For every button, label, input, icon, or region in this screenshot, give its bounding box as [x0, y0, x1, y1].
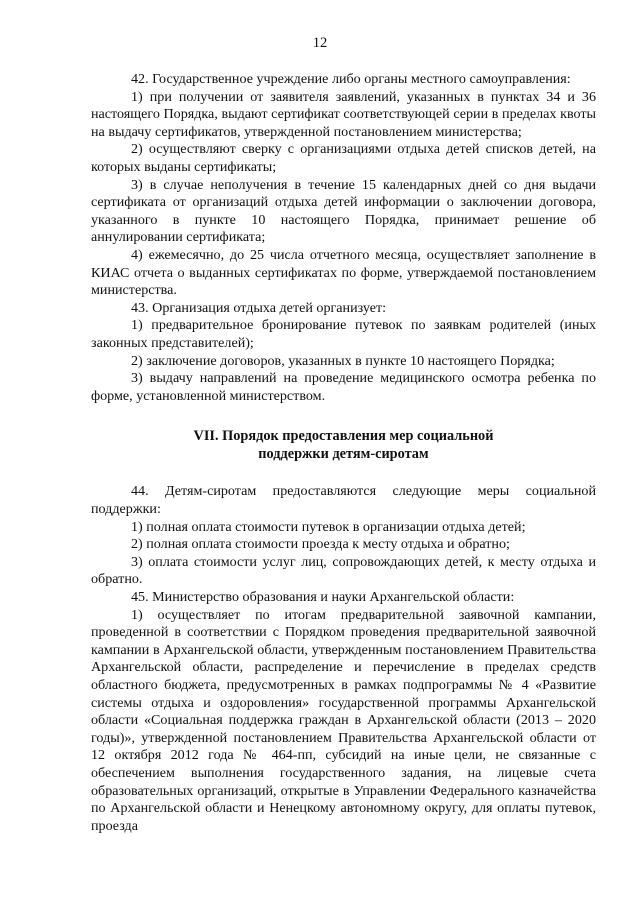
section-heading-line-2: поддержки детям-сиротам: [258, 445, 429, 462]
paragraph-44-item-3: 3) оплата стоимости услуг лиц, сопровождающих детей, к месту отдыха и обратно.: [91, 553, 596, 588]
paragraph-45-intro: 45. Министерство образования и науки Архангельской области:: [131, 589, 515, 606]
paragraph-44-item-1: 1) полная оплата стоимости путевок в организации отдыха детей;: [131, 518, 526, 535]
paragraph-42-item-2: 2) осуществляют сверку с организациями отдыха детей списков детей, на которых выданы сертификаты;: [91, 141, 596, 175]
paragraph-43-item-2: 2) заключение договоров, указанных в пункте 10 настоящего Порядка;: [131, 352, 555, 369]
paragraph-42-item-3: 3) в случае неполучения в течение 15 календарных дней со дня выдачи сертификата от организаций отдыха детей информации о заключении договора, указанного в пункте 10 настоящего Порядка, принимает решение об аннулировании сертификата;: [91, 176, 596, 246]
section-heading: [91, 428, 596, 463]
paragraph-42-item-4: 4) ежемесячно, до 25 числа отчетного месяца, осуществляет заполнение в КИАС отчета о выданных сертификатах по форме, утверждаемой постановлением министерства.: [91, 246, 596, 299]
paragraph-43-intro: 43. Организация отдыха детей организует:: [131, 299, 387, 316]
section-heading-line-1: VII. Порядок предоставления мер социальной: [193, 428, 494, 445]
page-number: 12: [312, 35, 328, 51]
paragraph-42-item-1: 1) при получении от заявителя заявлений, указанных в пунктах 34 и 36 настоящего Порядка, выдают сертификат соответствующей серии в пределах квоты на выдачу сертификатов, утвержденной постановлением министерства;: [91, 88, 596, 140]
paragraph-42-intro: 42. Государственное учреждение либо органы местного самоуправления:: [131, 71, 571, 87]
document-body: [91, 71, 596, 835]
paragraph-43-item-3: 3) выдачу направлений на проведение медицинского осмотра ребенка по форме, установленной министерством.: [91, 370, 596, 404]
paragraph-45-item-1: 1) осуществляет по итогам предварительной заявочной кампании, проведенной в соответствии с Порядком проведения предварительной заявочной кампании в Архангельской области, утвержденным постановлением Правительства Архангельской области, распределение и перечисление в пределах средств областного бюджета, предусмотренных в рамках подпрограммы № 4 «Развитие системы отдыха и оздоровления» государственной программы Архангельской области «Социальная поддержка граждан в Архангельской области (2013 – 2020 годы)», утвержденной постановлением Правительства Архангельской области от 12 октября 2012 года № 464-пп, субсидий на иные цели, не связанные с обеспечением выполнения государственного задания, на лицевые счета образовательных организаций, открытые в Управлении Федерального казначейства по Архангельской области и Ненецкому автономному округу, для оплаты путевок, проезда: [91, 606, 596, 834]
paragraph-44-intro: 44. Детям-сиротам предоставляются следующие меры социальной поддержки:: [91, 483, 596, 518]
paragraph-43-item-1: 1) предварительное бронирование путевок по заявкам родителей (иных законных представителей);: [91, 317, 596, 351]
paragraph-44-item-2: 2) полная оплата стоимости проезда к месту отдыха и обратно;: [131, 536, 510, 553]
